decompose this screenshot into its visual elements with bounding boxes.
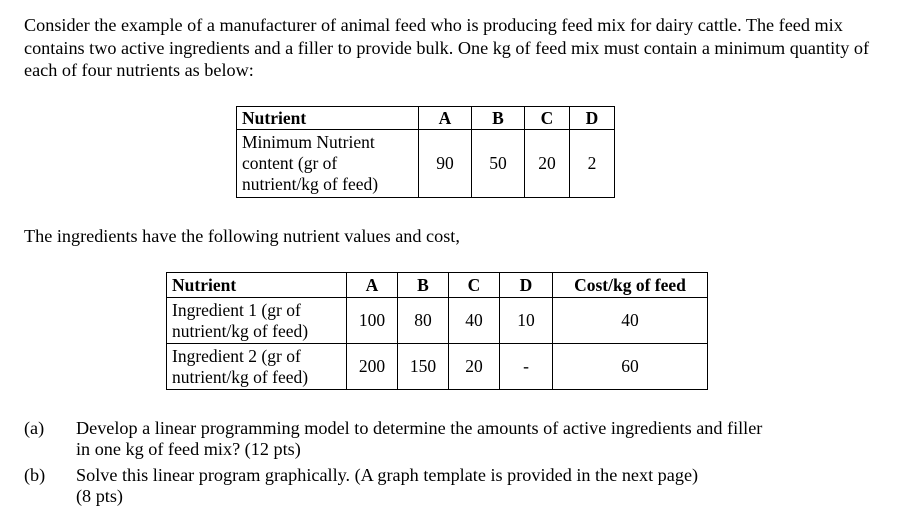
header-c: C bbox=[449, 273, 500, 298]
row-label-line: content (gr of bbox=[242, 153, 338, 173]
value-a: 200 bbox=[347, 344, 398, 390]
question-line: Develop a linear programming model to determine the amounts of active ingredients and filler bbox=[76, 418, 763, 438]
header-b: B bbox=[398, 273, 449, 298]
question-line: Solve this linear program graphically. (A graph template is provided in the next page) bbox=[76, 465, 699, 485]
header-nutrient: Nutrient bbox=[167, 273, 347, 298]
question-text bbox=[76, 418, 846, 460]
row-label-line: nutrient/kg of feed) bbox=[172, 320, 309, 341]
value-b: 150 bbox=[398, 344, 449, 390]
row-label-line: nutrient/kg of feed) bbox=[242, 174, 379, 194]
value-c: 20 bbox=[449, 344, 500, 390]
value-c: 20 bbox=[525, 130, 570, 198]
value-c: 40 bbox=[449, 298, 500, 344]
value-d: - bbox=[500, 344, 553, 390]
value-a: 90 bbox=[419, 130, 472, 198]
value-cost: 40 bbox=[553, 298, 708, 344]
row-label-line: Ingredient 2 (gr of bbox=[172, 345, 301, 366]
header-a: A bbox=[347, 273, 398, 298]
header-d: D bbox=[500, 273, 553, 298]
table-header-row bbox=[167, 273, 708, 298]
header-b: B bbox=[472, 107, 525, 130]
minimum-nutrient-table bbox=[236, 106, 615, 198]
question-line: in one kg of feed mix? (12 pts) bbox=[76, 439, 301, 459]
value-d: 2 bbox=[570, 130, 615, 198]
question-text bbox=[76, 465, 846, 507]
row-label-line: nutrient/kg of feed) bbox=[172, 366, 309, 387]
ingredient-nutrient-table bbox=[166, 272, 708, 390]
question-line: (8 pts) bbox=[76, 486, 123, 506]
table-header-row bbox=[237, 107, 615, 130]
row-label bbox=[237, 130, 419, 198]
value-cost: 60 bbox=[553, 344, 708, 390]
question-marker: (b) bbox=[24, 465, 46, 485]
header-c: C bbox=[525, 107, 570, 130]
row-label-line: Minimum Nutrient bbox=[242, 132, 375, 152]
table-row bbox=[237, 130, 615, 198]
intro-paragraph: Consider the example of a manufacturer of animal feed who is producing feed mix for dairy cattle. The feed mix contains two active ingredients and a filler to provide bulk. One kg of feed mix must contain a minimum quantity of each of four nutrients as below: bbox=[24, 15, 870, 80]
table-row bbox=[167, 298, 708, 344]
header-cost: Cost/kg of feed bbox=[553, 273, 708, 298]
ingredients-intro: The ingredients have the following nutrient values and cost, bbox=[24, 226, 460, 246]
header-nutrient: Nutrient bbox=[237, 107, 419, 130]
value-a: 100 bbox=[347, 298, 398, 344]
row-label bbox=[167, 298, 347, 344]
table-row bbox=[167, 344, 708, 390]
value-d: 10 bbox=[500, 298, 553, 344]
question-marker: (a) bbox=[24, 418, 45, 438]
value-b: 50 bbox=[472, 130, 525, 198]
row-label bbox=[167, 344, 347, 390]
value-b: 80 bbox=[398, 298, 449, 344]
row-label-line: Ingredient 1 (gr of bbox=[172, 299, 301, 320]
header-a: A bbox=[419, 107, 472, 130]
header-d: D bbox=[570, 107, 615, 130]
